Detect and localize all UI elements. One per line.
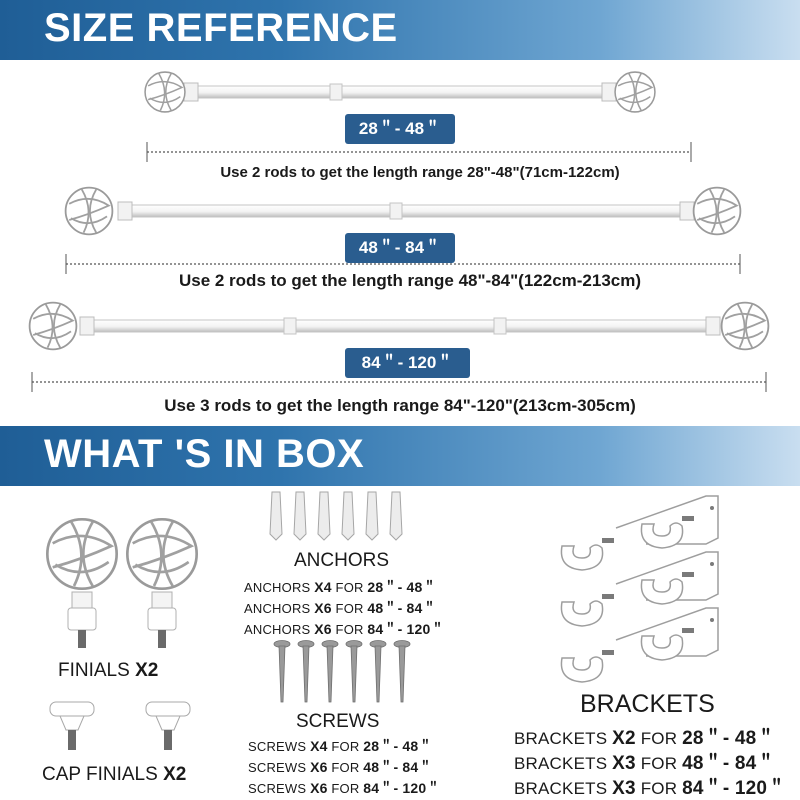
rod-size-badge: 28＂- 48＂ xyxy=(345,114,455,144)
brackets-line: BRACKETS X3 FOR 84＂- 120＂ xyxy=(514,778,787,799)
measure-line xyxy=(145,140,695,164)
anchors-line: ANCHORS X4 FOR 28＂- 48＂ xyxy=(244,579,437,595)
screws-line: SCREWS X4 FOR 28＂- 48＂ xyxy=(248,738,433,754)
screws-icon xyxy=(272,640,422,710)
anchors-line: ANCHORS X6 FOR 84＂- 120＂ xyxy=(244,621,445,637)
rod-size-badge: 84＂- 120＂ xyxy=(345,348,470,378)
size-reference-title: SIZE REFERENCE xyxy=(44,6,398,50)
screws-heading: SCREWS xyxy=(296,711,380,732)
brackets-icon xyxy=(556,488,736,688)
screws-line: SCREWS X6 FOR 48＂- 84＂ xyxy=(248,759,433,775)
whats-in-box-title: WHAT 'S IN BOX xyxy=(44,432,365,476)
measure-line xyxy=(30,370,770,394)
cap-finial-icon xyxy=(40,696,210,760)
screws-line: SCREWS X6 FOR 84＂- 120＂ xyxy=(248,780,441,796)
size-reference-banner xyxy=(0,0,800,60)
cap-finials-qty: X2 xyxy=(163,764,187,785)
anchors-line: ANCHORS X6 FOR 48＂- 84＂ xyxy=(244,600,437,616)
whats-in-box-banner xyxy=(0,426,800,486)
rod-length-note: Use 2 rods to get the length range 28"-48"(71cm-122cm) xyxy=(220,164,620,181)
brackets-line: BRACKETS X3 FOR 48＂- 84＂ xyxy=(514,753,776,774)
brackets-heading: BRACKETS xyxy=(580,690,715,718)
finials-label: FINIALS X2 xyxy=(58,660,159,681)
cap-finials-label: CAP FINIALS X2 xyxy=(42,764,187,785)
rod-length-note: Use 2 rods to get the length range 48"-84"(122cm-213cm) xyxy=(178,271,642,290)
finial-icon xyxy=(40,512,230,662)
rod-length-note: Use 3 rods to get the length range 84"-120"(213cm-305cm) xyxy=(164,396,636,415)
anchors-heading: ANCHORS xyxy=(294,550,390,571)
anchors-icon xyxy=(266,490,416,542)
finials-qty: X2 xyxy=(135,660,159,681)
brackets-line: BRACKETS X2 FOR 28＂- 48＂ xyxy=(514,728,776,749)
rod-size-badge: 48＂- 84＂ xyxy=(345,233,455,263)
